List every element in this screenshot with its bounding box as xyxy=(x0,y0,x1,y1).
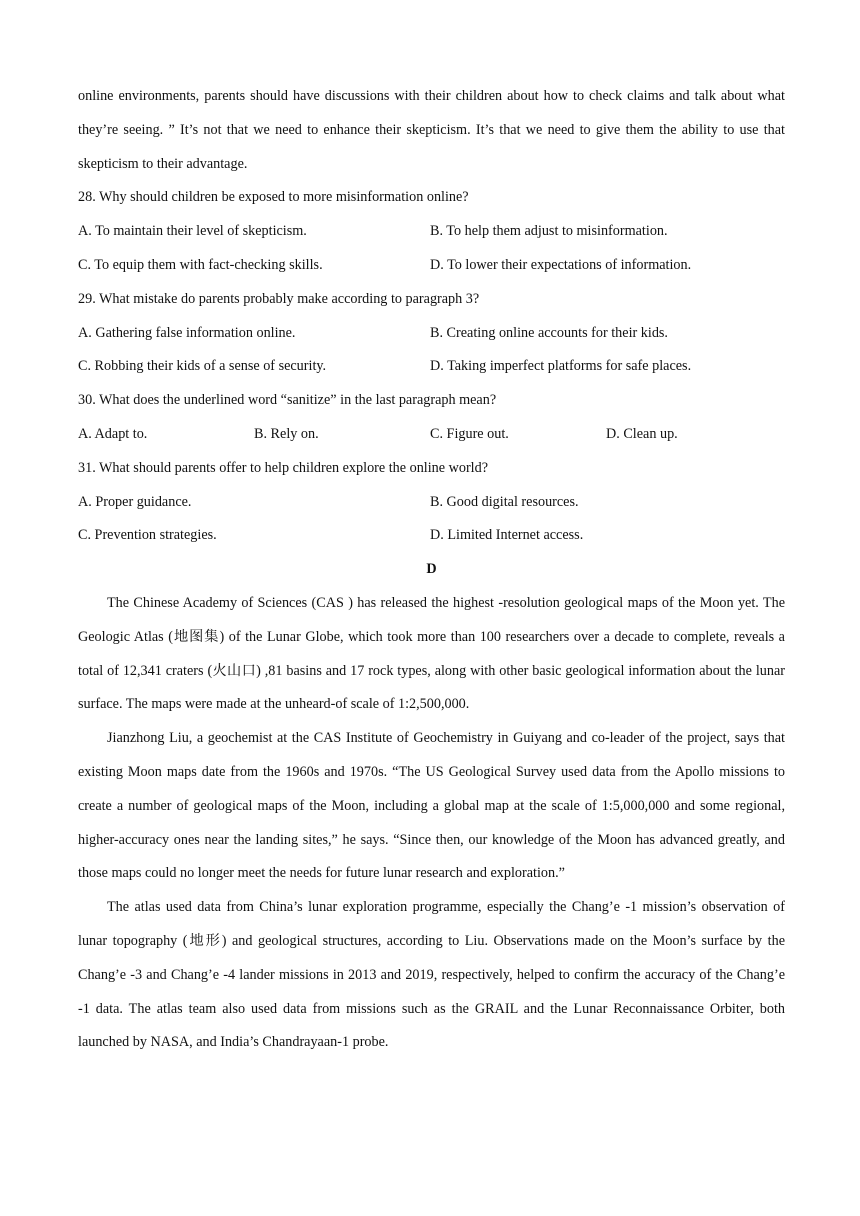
question-28-options-row-1 xyxy=(78,215,785,249)
question-30-option-b[interactable]: B. Rely on. xyxy=(254,425,319,442)
passage-paragraph-3: The atlas used data from China’s lunar exploration programme, especially the Chang’e -1 mission’s observation of lunar topography (地形) and geological structures, according to Liu. Observations made on the Moon’s surface by the Chang’e -3 and Chang’e -4 lander missions in 2013 and 2019, respectively, helped to confirm the accuracy of the Chang’e -1 data. The atlas team also used data from missions such as the GRAIL and the Lunar Reconnaissance Orbiter, both launched by NASA, and India’s Chandrayaan-1 probe. xyxy=(78,899,785,1051)
document-page xyxy=(78,80,785,1060)
question-28-option-a[interactable]: A. To maintain their level of skepticism. xyxy=(78,223,307,240)
question-30-option-d[interactable]: D. Clean up. xyxy=(606,425,678,442)
question-30-option-a[interactable]: A. Adapt to. xyxy=(78,425,148,442)
question-31-option-d[interactable]: D. Limited Internet access. xyxy=(430,527,584,544)
question-29-options-row-1 xyxy=(78,317,785,351)
question-31-option-a[interactable]: A. Proper guidance. xyxy=(78,493,192,510)
question-30-option-c[interactable]: C. Figure out. xyxy=(430,425,509,442)
question-31-options-row-2 xyxy=(78,519,785,553)
question-30-options-row xyxy=(78,418,785,452)
question-29-option-a[interactable]: A. Gathering false information online. xyxy=(78,324,296,341)
question-28-option-d[interactable]: D. To lower their expectations of information. xyxy=(430,256,692,273)
question-31-options-row-1 xyxy=(78,486,785,520)
question-31-option-b[interactable]: B. Good digital resources. xyxy=(430,493,579,510)
question-29-option-b[interactable]: B. Creating online accounts for their kids. xyxy=(430,324,668,341)
question-29-option-d[interactable]: D. Taking imperfect platforms for safe places. xyxy=(430,358,692,375)
question-28-options-row-2 xyxy=(78,249,785,283)
question-28-stem: 28. Why should children be exposed to more misinformation online? xyxy=(78,189,469,206)
question-28-option-c[interactable]: C. To equip them with fact-checking skills. xyxy=(78,256,323,273)
question-31-stem: 31. What should parents offer to help children explore the online world? xyxy=(78,459,489,476)
question-29-options-row-2 xyxy=(78,350,785,384)
question-29-stem: 29. What mistake do parents probably make according to paragraph 3? xyxy=(78,290,480,307)
question-29-option-c[interactable]: C. Robbing their kids of a sense of security. xyxy=(78,358,327,375)
question-28-option-b[interactable]: B. To help them adjust to misinformation. xyxy=(430,223,668,240)
intro-paragraph: online environments, parents should have discussions with their children about how to check claims and talk about what they’re seeing. ” It’s not that we need to enhance their skepticism. It’s that we need to give them the ability to use that skepticism to their advantage. xyxy=(78,88,785,172)
passage-paragraph-2: Jianzhong Liu, a geochemist at the CAS Institute of Geochemistry in Guiyang and co-leader of the project, says that existing Moon maps date from the 1960s and 1970s. “The US Geological Survey used data from the Apollo missions to create a number of geological maps of the Moon, including a global map at the scale of 1:5,000,000 and some regional, higher-accuracy ones near the landing sites,” he says. “Since then, our knowledge of the Moon has advanced greatly, and those maps could no longer meet the needs for future lunar research and exploration.” xyxy=(78,730,785,882)
passage-paragraph-1: The Chinese Academy of Sciences (CAS ) has released the highest -resolution geological maps of the Moon yet. The Geologic Atlas (地图集) of the Lunar Globe, which took more than 100 researchers over a decade to complete, reveals a total of 12,341 craters (火山口) ,81 basins and 17 rock types, along with other basic geological information about the lunar surface. The maps were made at the unheard-of scale of 1:2,500,000. xyxy=(78,594,785,713)
question-31-option-c[interactable]: C. Prevention strategies. xyxy=(78,527,217,544)
section-heading: D xyxy=(426,561,437,578)
question-30-stem: 30. What does the underlined word “sanitize” in the last paragraph mean? xyxy=(78,392,497,409)
